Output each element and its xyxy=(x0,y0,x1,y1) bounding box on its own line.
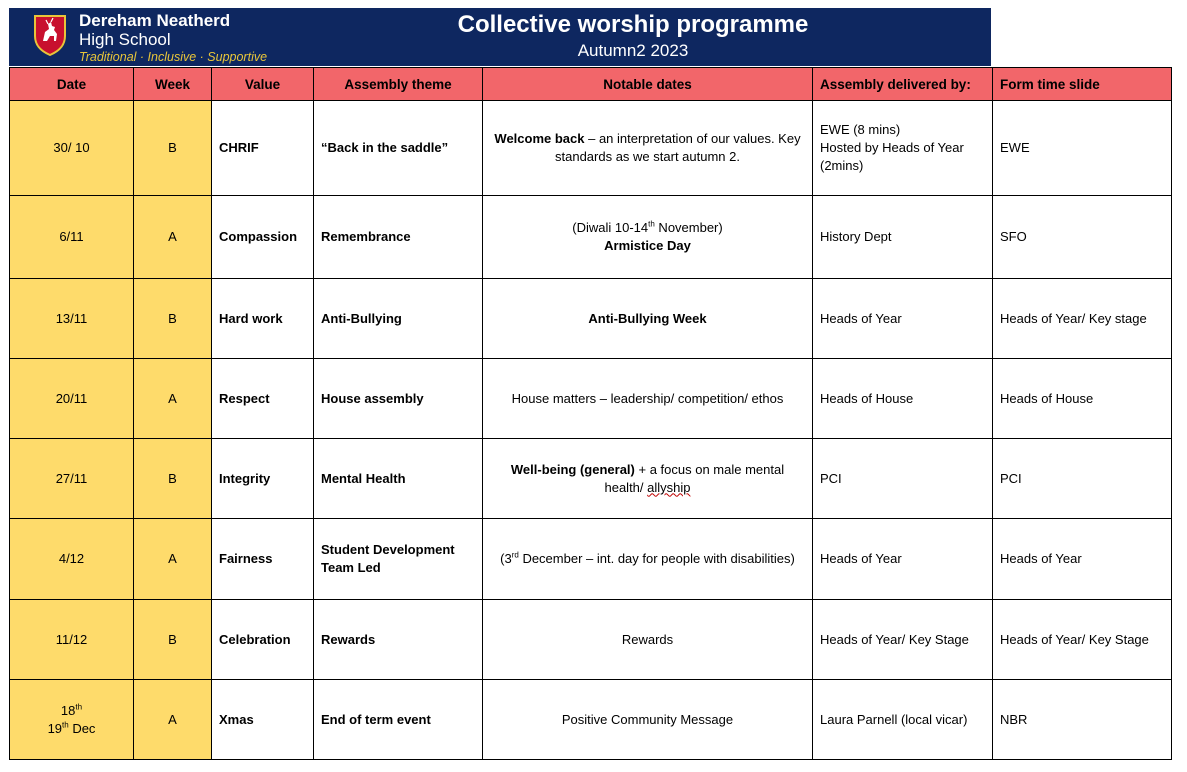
notable-text: November) xyxy=(654,220,723,235)
notable-dates-cell xyxy=(483,196,813,279)
date-text: 19 xyxy=(47,720,63,736)
delivered-by-cell: Laura Parnell (local vicar) xyxy=(813,680,993,760)
delivered-by-cell: Heads of Year/ Key Stage xyxy=(813,600,993,680)
value-cell: CHRIF xyxy=(212,101,314,196)
table-row xyxy=(10,519,1172,600)
value-cell: Compassion xyxy=(212,196,314,279)
table-row xyxy=(10,680,1172,760)
table-row xyxy=(10,359,1172,439)
form-slide-cell: NBR xyxy=(993,680,1172,760)
table-row xyxy=(10,101,1172,196)
form-slide-cell: SFO xyxy=(993,196,1172,279)
table-row xyxy=(10,439,1172,519)
form-slide-cell: PCI xyxy=(993,439,1172,519)
school-motto: Traditional · Inclusive · Supportive xyxy=(79,50,268,64)
date-text: 18 xyxy=(60,702,76,718)
page-title: Collective worship programme xyxy=(457,11,809,38)
column-header-theme: Assembly theme xyxy=(314,68,483,101)
spellcheck-flagged-word: allyship xyxy=(647,479,691,495)
notable-text: December – int. day for people with disabilities) xyxy=(518,551,795,566)
ordinal-suffix: th xyxy=(75,702,83,712)
week-cell: B xyxy=(134,279,212,359)
column-header-delivered-by: Assembly delivered by: xyxy=(813,68,993,101)
table-row xyxy=(10,196,1172,279)
delivered-by-cell: Heads of Year xyxy=(813,519,993,600)
date-cell: 6/11 xyxy=(10,196,134,279)
date-cell: 30/ 10 xyxy=(10,101,134,196)
week-cell: B xyxy=(134,600,212,680)
theme-cell: Rewards xyxy=(314,600,483,680)
notable-dates-cell xyxy=(483,439,813,519)
week-cell: A xyxy=(134,359,212,439)
header-banner xyxy=(9,8,991,66)
value-cell: Integrity xyxy=(212,439,314,519)
title-block xyxy=(409,10,857,62)
worship-schedule-table xyxy=(9,67,1172,760)
notable-text: (3 xyxy=(500,551,512,566)
school-name-line2: High School xyxy=(79,30,171,49)
delivered-by-cell xyxy=(813,101,993,196)
table-header-row xyxy=(10,68,1172,101)
notable-dates-cell: Rewards xyxy=(483,600,813,680)
date-cell xyxy=(10,680,134,760)
column-header-value: Value xyxy=(212,68,314,101)
notable-dates-cell xyxy=(483,519,813,600)
theme-cell: Mental Health xyxy=(314,439,483,519)
notable-text: – an interpretation of our values. Key standards as we start autumn 2. xyxy=(555,131,801,164)
date-cell: 13/11 xyxy=(10,279,134,359)
theme-cell: Remembrance xyxy=(314,196,483,279)
week-cell: A xyxy=(134,519,212,600)
form-slide-cell: Heads of Year/ Key stage xyxy=(993,279,1172,359)
delivered-by-cell: History Dept xyxy=(813,196,993,279)
notable-dates-cell: House matters – leadership/ competition/ ethos xyxy=(483,359,813,439)
column-header-week: Week xyxy=(134,68,212,101)
delivered-by-cell: Heads of Year xyxy=(813,279,993,359)
delivered-line: Hosted by Heads of Year (2mins) xyxy=(820,140,964,173)
ordinal-suffix: th xyxy=(648,219,655,229)
date-cell: 4/12 xyxy=(10,519,134,600)
table-row xyxy=(10,600,1172,680)
delivered-by-cell: Heads of House xyxy=(813,359,993,439)
column-header-form-slide: Form time slide xyxy=(993,68,1172,101)
theme-cell: Student Development Team Led xyxy=(314,519,483,600)
value-cell: Fairness xyxy=(212,519,314,600)
date-text: Dec xyxy=(68,720,96,736)
week-cell: A xyxy=(134,196,212,279)
notable-dates-cell xyxy=(483,101,813,196)
form-slide-cell: Heads of Year xyxy=(993,519,1172,600)
notable-dates-cell: Positive Community Message xyxy=(483,680,813,760)
school-crest-icon xyxy=(33,14,67,56)
value-cell: Respect xyxy=(212,359,314,439)
notable-bold-text: Welcome back xyxy=(494,131,585,146)
value-cell: Celebration xyxy=(212,600,314,680)
theme-cell: “Back in the saddle” xyxy=(314,101,483,196)
notable-dates-cell: Anti-Bullying Week xyxy=(483,279,813,359)
notable-bold-text: Well-being (general) xyxy=(510,461,635,477)
delivered-by-cell: PCI xyxy=(813,439,993,519)
theme-cell: Anti-Bullying xyxy=(314,279,483,359)
school-name-line1: Dereham Neatherd xyxy=(79,11,231,30)
value-cell: Hard work xyxy=(212,279,314,359)
date-cell: 11/12 xyxy=(10,600,134,680)
notable-text: + a focus on male mental health/ xyxy=(604,461,785,495)
table-row xyxy=(10,279,1172,359)
column-header-notable-dates: Notable dates xyxy=(483,68,813,101)
ordinal-suffix: rd xyxy=(511,550,519,560)
theme-cell: End of term event xyxy=(314,680,483,760)
date-cell: 27/11 xyxy=(10,439,134,519)
week-cell: B xyxy=(134,439,212,519)
week-cell: B xyxy=(134,101,212,196)
ordinal-suffix: th xyxy=(62,720,69,730)
theme-cell: House assembly xyxy=(314,359,483,439)
form-slide-cell: EWE xyxy=(993,101,1172,196)
week-cell: A xyxy=(134,680,212,760)
delivered-line: EWE (8 mins) xyxy=(820,122,901,137)
school-name xyxy=(79,11,230,49)
page-subtitle: Autumn2 2023 xyxy=(577,41,689,60)
form-slide-cell: Heads of House xyxy=(993,359,1172,439)
value-cell: Xmas xyxy=(212,680,314,760)
column-header-date: Date xyxy=(10,68,134,101)
form-slide-cell: Heads of Year/ Key Stage xyxy=(993,600,1172,680)
notable-bold-text: Armistice Day xyxy=(604,238,691,253)
date-cell: 20/11 xyxy=(10,359,134,439)
notable-text: (Diwali 10-14 xyxy=(572,220,649,235)
